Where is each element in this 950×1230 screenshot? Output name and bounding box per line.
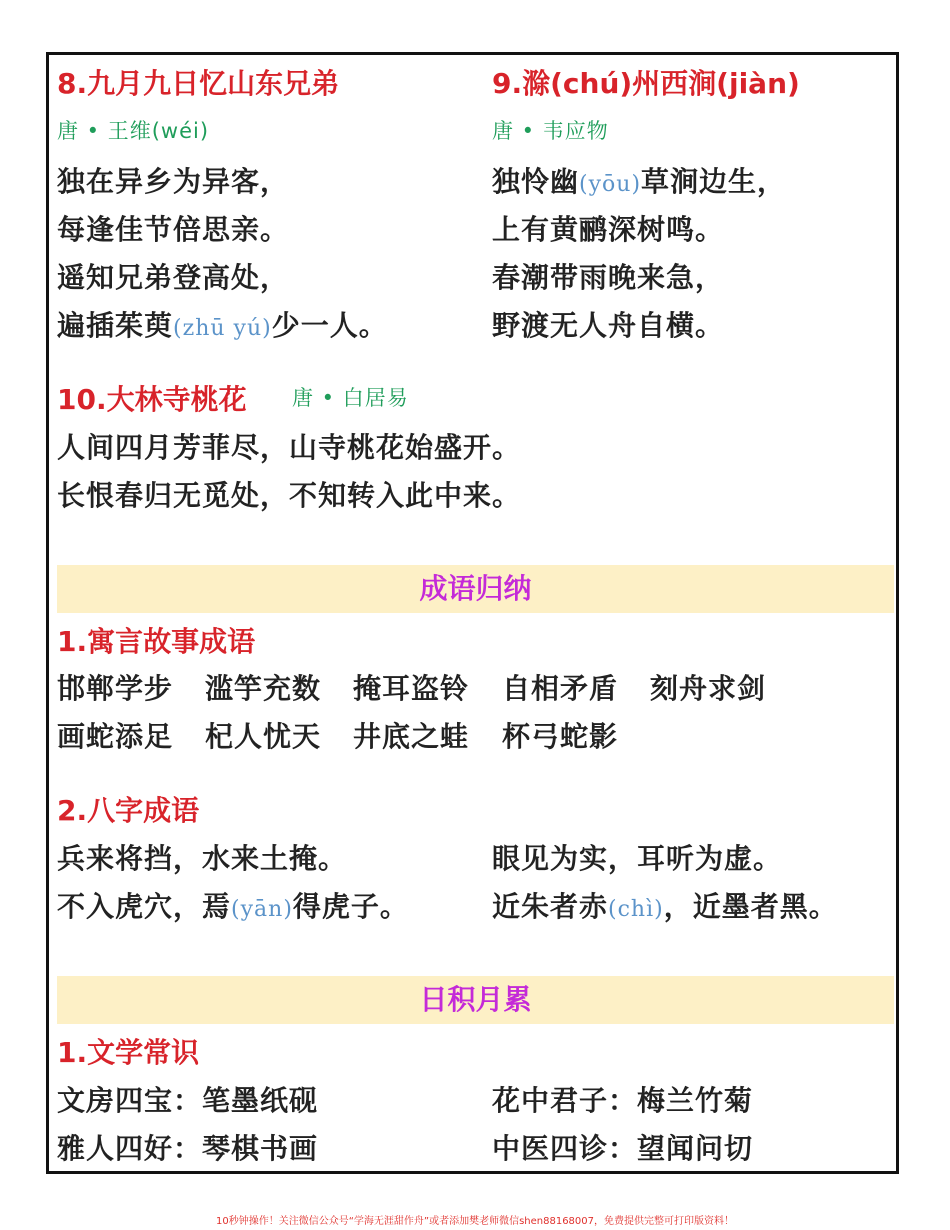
fable-idiom: 井底之蛙 [353, 720, 470, 753]
poem9-line-2: 上有黄鹂深树鸣。 [492, 213, 725, 246]
idioms-banner [57, 565, 894, 613]
idioms-banner-title: 成语归纳 [419, 572, 532, 605]
fable-idiom: 滥竽充数 [205, 672, 322, 705]
fable-idiom: 邯郸学步 [57, 672, 174, 705]
eight-char-idiom-post: 得虎子。 [292, 890, 409, 923]
poem8-title: 8.九月九日忆山东兄弟 [57, 67, 340, 100]
poem8-line-3: 遥知兄弟登高处， [57, 261, 290, 294]
poem9-line-4: 野渡无人舟自横。 [492, 309, 725, 342]
eight-char-idiom: 兵来将挡，水来土掩。 [57, 842, 348, 875]
eight-char-idiom-pinyin: (chì) [608, 897, 664, 922]
fable-idiom: 杯弓蛇影 [502, 720, 619, 753]
poem10-line-1: 人间四月芳菲尽，山寺桃花始盛开。 [57, 431, 522, 464]
poem10-title: 10.大林寺桃花 [57, 383, 247, 416]
poem9-line-1 [492, 160, 786, 200]
poem8-line-2: 每逢佳节倍思亲。 [57, 213, 290, 246]
eight-char-idiom-post: ，近墨者黑。 [663, 890, 838, 923]
eight-char-idiom-pre: 不入虎穴，焉 [57, 890, 232, 923]
knowledge-item: 花中君子：梅兰竹菊 [492, 1084, 754, 1117]
fable-idiom: 掩耳盗铃 [353, 672, 470, 705]
poem9-title: 9.滁(chú)州西涧(jiàn) [492, 67, 800, 100]
poem9-line-3: 春潮带雨晚来急， [492, 261, 725, 294]
footer-note: 10秒钟操作！关注微信公众号“学海无涯甜作舟”或者添加樊老师微信shen88168007，免费提供完整可打印版资料！ [215, 1216, 735, 1227]
accumulation-banner [57, 976, 894, 1024]
eight-char-idiom-pinyin: (yān) [231, 897, 293, 922]
fable-idiom: 自相矛盾 [502, 672, 619, 705]
accumulation-banner-title: 日积月累 [419, 983, 532, 1016]
poem9-line-1-pre: 独怜幽 [492, 165, 580, 198]
poem10-author: 唐 • 白居易 [292, 386, 409, 410]
fable-idiom: 杞人忧天 [205, 720, 322, 753]
knowledge-item: 文房四宝：笔墨纸砚 [57, 1084, 319, 1117]
knowledge-item: 中医四诊：望闻问切 [492, 1132, 754, 1165]
poem10-line-2: 长恨春归无觅处，不知转入此中来。 [57, 479, 522, 512]
poem8-line-4 [57, 304, 388, 344]
poem8-author: 唐 • 王维(wéi) [57, 119, 210, 143]
poem8-line-4-pre: 遍插茱萸 [57, 309, 174, 342]
poem8-line-4-pinyin: (zhū yú) [173, 316, 272, 341]
poem9-line-1-post: 草涧边生， [641, 165, 787, 198]
poem8-line-4-post: 少一人。 [271, 309, 388, 342]
poem8-line-1: 独在异乡为异客， [57, 165, 290, 198]
literary-knowledge-title: 1.文学常识 [57, 1036, 200, 1069]
eight-char-idiom [57, 885, 409, 925]
fable-idioms-title: 1.寓言故事成语 [57, 625, 256, 658]
fable-idiom: 画蛇添足 [57, 720, 174, 753]
eight-char-idiom: 眼见为实，耳听为虚。 [492, 842, 783, 875]
eight-char-idiom-pre: 近朱者赤 [492, 890, 609, 923]
knowledge-item: 雅人四好：琴棋书画 [57, 1132, 319, 1165]
eight-char-idiom [492, 885, 838, 925]
eight-char-idioms-title: 2.八字成语 [57, 794, 200, 827]
poem9-line-1-pinyin: (yōu) [579, 172, 642, 197]
fable-idiom: 刻舟求剑 [650, 672, 767, 705]
poem9-author: 唐 • 韦应物 [492, 119, 609, 143]
